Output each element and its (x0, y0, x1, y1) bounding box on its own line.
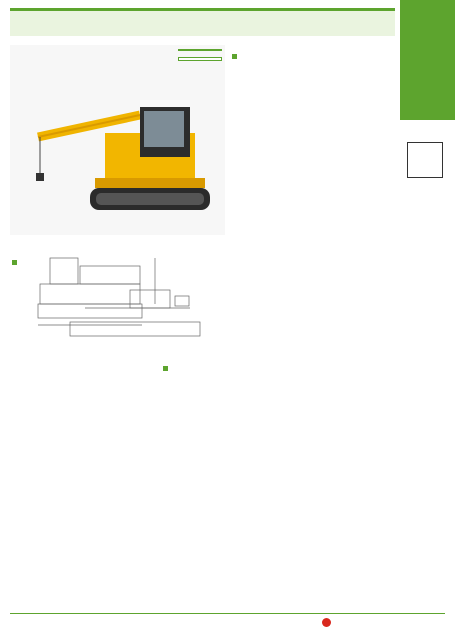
product-photo (10, 45, 225, 235)
crane-illustration (10, 45, 225, 235)
section-marker-icon (163, 366, 168, 371)
work-range-chart (230, 45, 393, 355)
qualification-tag (178, 49, 222, 51)
outline-svg (10, 240, 225, 355)
load-table-heading (163, 366, 171, 372)
logo-mark-icon (322, 618, 331, 627)
footer-rule (10, 613, 445, 614)
outline-drawing (10, 240, 225, 355)
header-bar (10, 8, 395, 36)
qr-code[interactable] (407, 142, 443, 178)
qr-code-icon (408, 143, 442, 177)
company-logo (322, 617, 334, 627)
work-range-svg (230, 45, 393, 355)
sidebar-header (400, 0, 455, 120)
skill-tag (178, 57, 222, 61)
